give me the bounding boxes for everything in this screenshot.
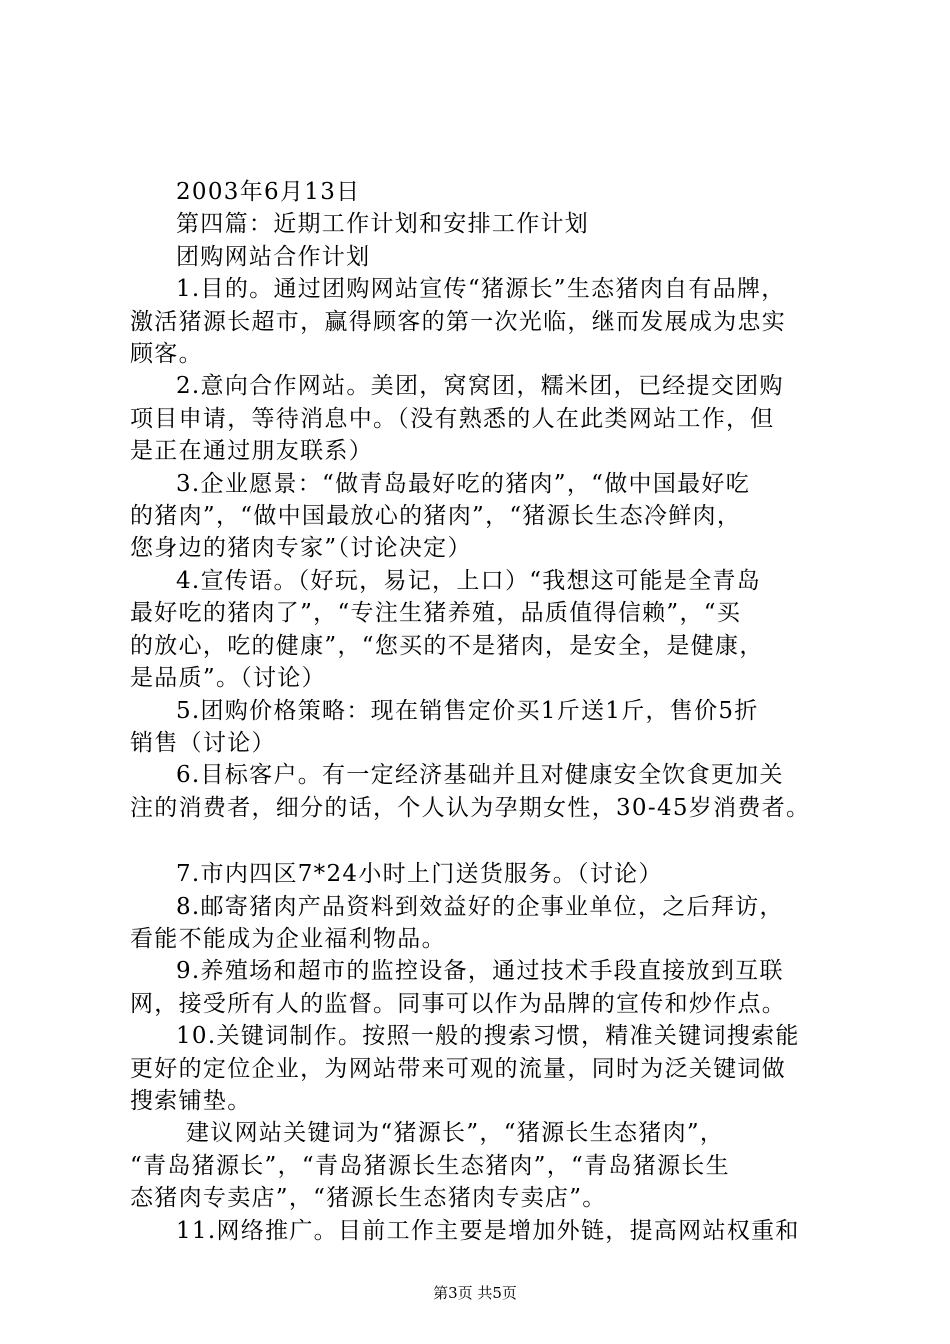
text-line: 1.目的。通过团购网站宣传“猪源长”生态猪肉自有品牌， [176, 276, 786, 303]
text-line: 注的消费者，细分的话，个人认为孕期女性，30-45岁消费者。 [130, 794, 811, 821]
text-line: 最好吃的猪肉了”，“专注生猪养殖，品质值得信赖”，“买 [130, 600, 742, 627]
text-line: 是品质”。（讨论） [130, 665, 326, 692]
text-line: 销售（讨论） [130, 729, 276, 756]
plan-title: 团购网站合作计划 [176, 243, 371, 270]
text-line: 10.关键词制作。按照一般的搜索习惯，精准关键词搜索能 [176, 1023, 800, 1050]
text-line: 6.目标客户。有一定经济基础并且对健康安全饮食更加关 [176, 762, 784, 789]
text-line: 5.团购价格策略：现在销售定价买1斤送1斤，售价5折 [176, 697, 759, 724]
date-line: 2003年6月13日 [176, 179, 361, 205]
text-line: 更好的定位企业，为网站带来可观的流量，同时为泛关键词做 [130, 1055, 787, 1082]
text-line: 网，接受所有人的监督。同事可以作为品牌的宣传和炒作点。 [130, 990, 787, 1017]
text-line: 的放心，吃的健康”，“您买的不是猪肉，是安全，是健康， [130, 632, 764, 659]
text-line: 您身边的猪肉专家”（讨论决定） [130, 535, 472, 562]
text-line: 11.网络推广。目前工作主要是增加外链，提高网站权重和 [176, 1217, 800, 1244]
text-line: 项目申请，等待消息中。（没有熟悉的人在此类网站工作，但 [130, 405, 775, 432]
text-line: 的猪肉”，“做中国最放心的猪肉”，“猪源长生态冷鲜肉， [130, 503, 742, 530]
text-line: 4.宣传语。（好玩，易记，上口）“我想这可能是全青岛 [176, 567, 762, 594]
section-heading: 第四篇：近期工作计划和安排工作计划 [176, 211, 590, 238]
text-line: “青岛猪源长”，“青岛猪源长生态猪肉”，“青岛猪源长生 [130, 1152, 730, 1179]
document-body [130, 176, 835, 1247]
blank-line [130, 824, 835, 858]
text-line: 2.意向合作网站。美团，窝窝团，糯米团，已经提交团购 [176, 373, 784, 400]
text-line: 看能不能成为企业福利物品。 [130, 925, 446, 952]
page-footer: 第3页 共5页 [433, 1284, 517, 1302]
text-line: 7.市内四区7*24小时上门送货服务。（讨论） [176, 861, 663, 888]
text-line: 态猪肉专卖店”，“猪源长生态猪肉专卖店”。 [130, 1185, 607, 1212]
text-line: 8.邮寄猪肉产品资料到效益好的企事业单位，之后拜访， [176, 893, 784, 920]
text-line: 是正在通过朋友联系） [130, 438, 373, 465]
text-line: 3.企业愿景：“做青岛最好吃的猪肉”，“做中国最好吃 [176, 470, 751, 497]
text-line: 建议网站关键词为“猪源长”，“猪源长生态猪肉”， [186, 1120, 725, 1147]
text-line: 顾客。 [130, 341, 203, 368]
text-line: 激活猪源长超市，赢得顾客的第一次光临，继而发展成为忠实 [130, 308, 787, 335]
text-line: 搜索铺垫。 [130, 1087, 252, 1114]
text-line: 9.养殖场和超市的监控设备，通过技术手段直接放到互联 [176, 958, 784, 985]
